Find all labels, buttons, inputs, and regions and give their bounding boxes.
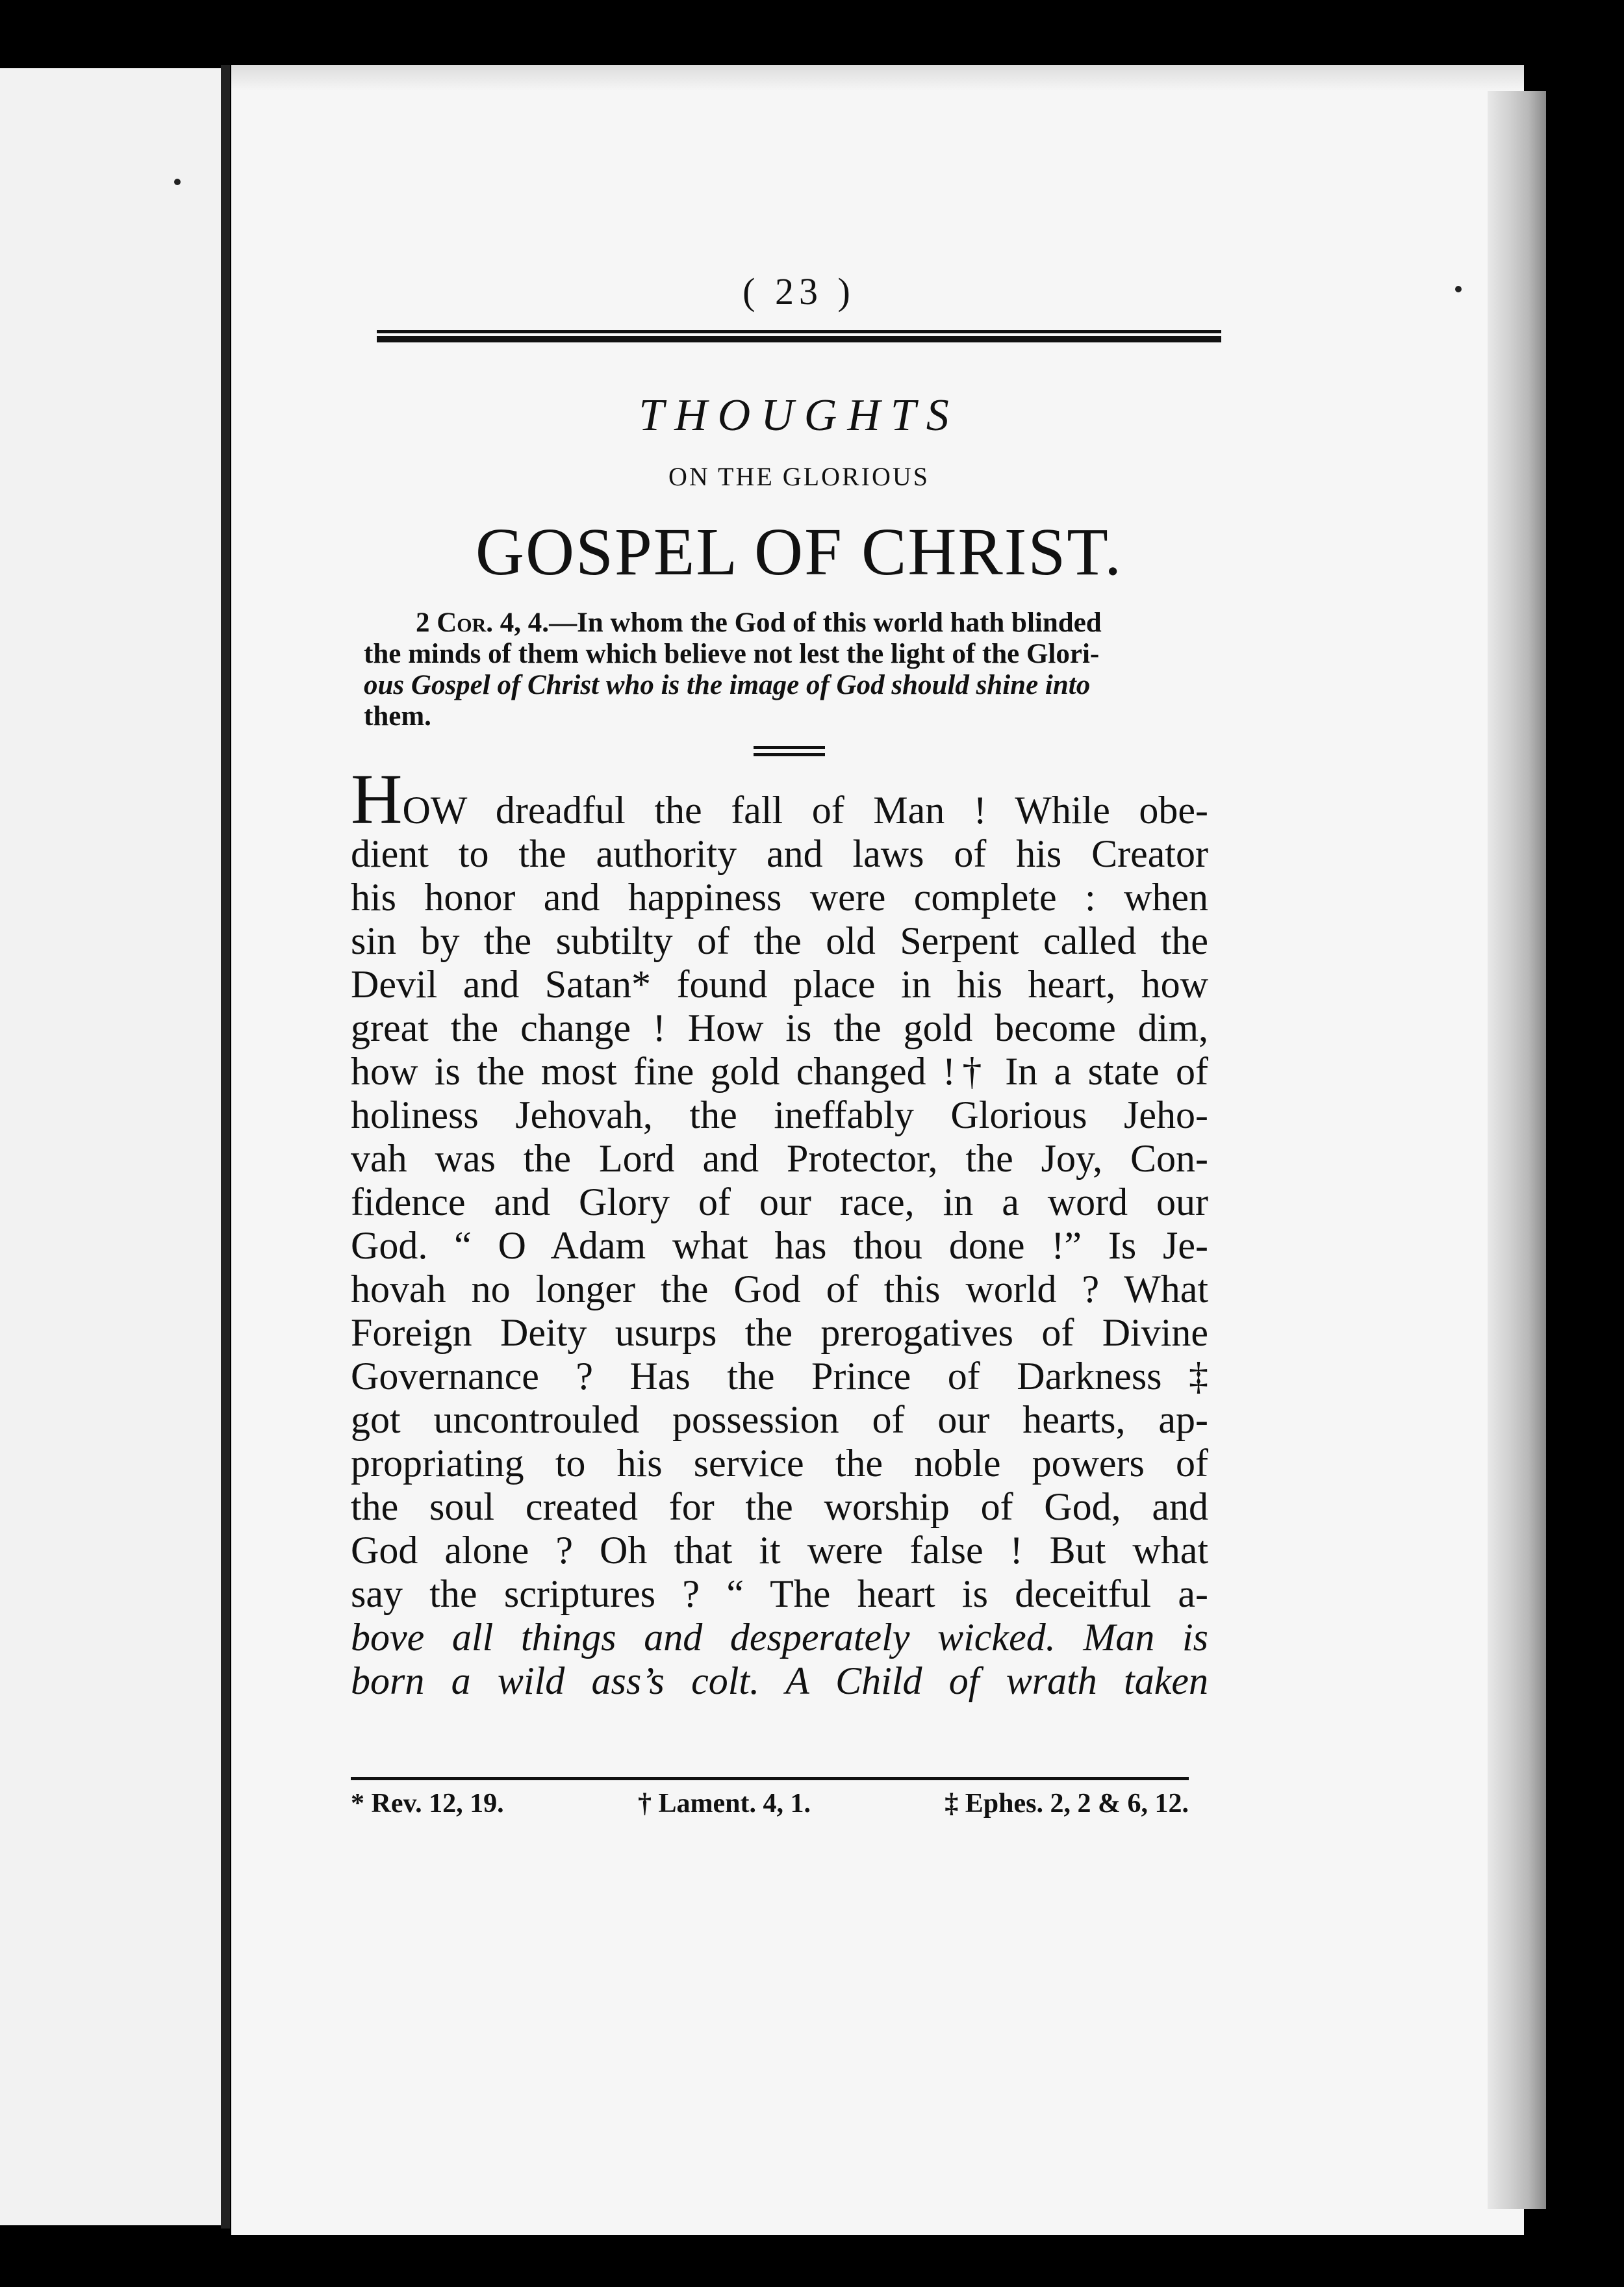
- body-line: sin by the subtilty of the old Serpent called the: [351, 919, 1208, 962]
- footnote: * Rev. 12, 19.: [351, 1789, 504, 1819]
- body-line: dient to the authority and laws of his Creator: [351, 832, 1208, 875]
- header-rule: [377, 330, 1221, 343]
- body-line: how is the most fine gold changed !† In a state of: [351, 1050, 1208, 1093]
- epigraph: [364, 607, 1221, 732]
- footnote: † Lament. 4, 1.: [637, 1789, 811, 1819]
- page-title: THOUGHTS: [639, 390, 959, 441]
- body-line: his honor and happiness were complete : when: [351, 876, 1208, 919]
- page-subtitle: ON THE GLORIOUS: [668, 462, 930, 491]
- body-line: great the change ! How is the gold become dim,: [351, 1006, 1208, 1049]
- body-line: Devil and Satan* found place in his heart, how: [351, 963, 1208, 1006]
- body-line: hovah no longer the God of this world ? What: [351, 1268, 1208, 1310]
- binding-gutter: [221, 65, 230, 2229]
- main-heading: GOSPEL OF CHRIST.: [475, 515, 1123, 589]
- epigraph-line: ous Gospel of Christ who is the image of God should shine into: [364, 670, 1091, 700]
- footnote: ‡ Ephes. 2, 2 & 6, 12.: [945, 1789, 1189, 1819]
- body-line: propriating to his service the noble powers of: [351, 1442, 1208, 1485]
- body-line: vah was the Lord and Protector, the Joy, Con-: [351, 1137, 1208, 1180]
- body-line: God. “ O Adam what has thou done !” Is Je-: [351, 1224, 1208, 1267]
- epigraph-line: —In whom the God of this world hath blinded: [549, 607, 1102, 638]
- epigraph-line: them.: [364, 701, 431, 732]
- ink-speck: [174, 179, 181, 185]
- footnote-rule: [351, 1777, 1189, 1780]
- page-top-shadow: [231, 65, 1524, 91]
- page-right-edge: [1488, 91, 1546, 2209]
- body-line: got uncontrouled possession of our hearts, ap-: [351, 1398, 1208, 1441]
- epigraph-line: the minds of them which believe not lest the light of the Glori-: [364, 639, 1100, 669]
- ink-speck: [1455, 286, 1462, 292]
- page-number: ( 23 ): [742, 270, 856, 313]
- body-line: holiness Jehovah, the ineffably Glorious Jeho-: [351, 1093, 1208, 1136]
- section-divider: [754, 746, 825, 758]
- body-line: HOW dreadful the fall of Man ! While obe-: [351, 760, 1208, 839]
- body-line: say the scriptures ? “ The heart is deceitful a-: [351, 1572, 1208, 1615]
- footnotes: [351, 1788, 1189, 1819]
- epigraph-reference: 2 Cor. 4, 4.: [416, 607, 550, 638]
- body-text: [351, 760, 1208, 1703]
- body-line: bove all things and desperately wicked. Man is: [351, 1616, 1208, 1659]
- body-line: Foreign Deity usurps the prerogatives of Divine: [351, 1311, 1208, 1354]
- body-line: born a wild ass’s colt. A Child of wrath taken: [351, 1659, 1208, 1702]
- body-line: fidence and Glory of our race, in a word our: [351, 1181, 1208, 1223]
- body-line: God alone ? Oh that it were false ! But what: [351, 1529, 1208, 1572]
- facing-page-edge: [0, 68, 227, 2225]
- drop-cap: H: [351, 760, 403, 839]
- body-line: the soul created for the worship of God, and: [351, 1485, 1208, 1528]
- body-line: Governance ? Has the Prince of Darkness‡: [351, 1355, 1208, 1398]
